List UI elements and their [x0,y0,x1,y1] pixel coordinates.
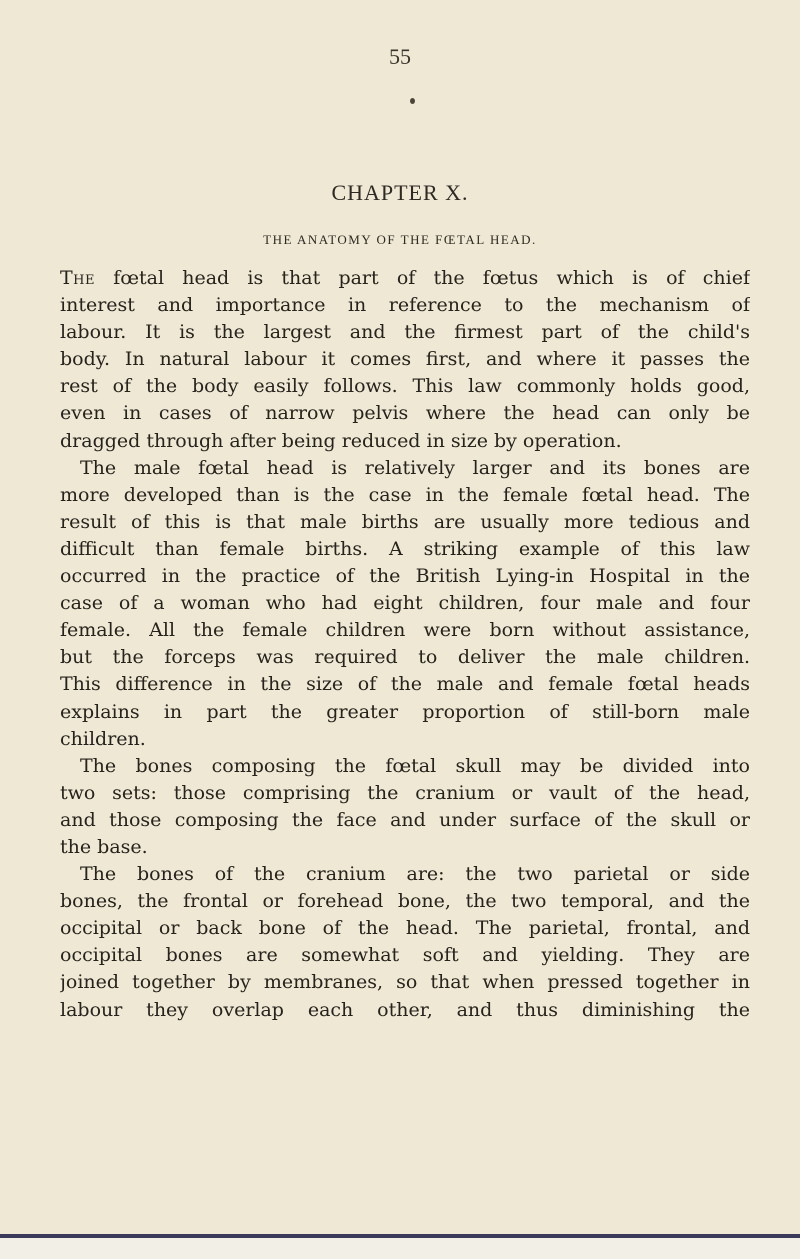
text-line: occipital or back bone of the head. The parietal, frontal, and [60,917,750,940]
chapter-subtitle: THE ANATOMY OF THE FŒTAL HEAD. [263,232,537,247]
ink-speck [410,98,415,104]
text-line: but the forceps was required to deliver the male children. [60,646,750,669]
first-word: The [60,267,95,289]
text-line [60,265,750,292]
text-line: occurred in the practice of the British Lying-in Hospital in the [60,565,750,588]
text-line: The bones of the cranium are: the two parietal or side [80,863,750,886]
chapter-title: CHAPTER X. [331,180,469,205]
text-line: labour they overlap each other, and thus diminishing the [60,998,750,1021]
text-line: bones, the frontal or forehead bone, the two temporal, and the [60,890,750,913]
text-line: more developed than is the case in the female fœtal head. The [60,483,750,506]
text-line: two sets: those comprising the cranium or vault of the head, [60,781,750,804]
body-text [60,265,750,1024]
text-line: even in cases of narrow pelvis where the head can only be [60,402,750,425]
text-line: difficult than female births. A striking example of this law [60,537,750,560]
text-line: result of this is that male births are usually more tedious and [60,510,750,533]
text-line: labour. It is the largest and the firmest part of the child's [60,321,750,344]
text-line-content: fœtal head is that part of the fœtus which is of chief [95,267,750,289]
text-line: The bones composing the fœtal skull may be divided into [80,754,750,777]
text-line: and those composing the face and under surface of the skull or [60,808,750,831]
text-line: explains in part the greater proportion of still-born male [60,700,750,723]
text-line: case of a woman who had eight children, four male and four [60,592,750,615]
text-line: female. All the female children were born without assistance, [60,619,750,642]
text-line: This difference in the size of the male and female fœtal heads [60,673,750,696]
text-line: The male fœtal head is relatively larger and its bones are [80,456,750,479]
text-line: interest and importance in reference to the mechanism of [60,294,750,317]
text-line: occipital bones are somewhat soft and yielding. They are [60,944,750,967]
text-line: rest of the body easily follows. This law commonly holds good, [60,375,750,398]
page-number: 55 [389,44,411,69]
text-line: dragged through after being reduced in size by operation. [60,429,622,452]
text-line: the base. [60,835,148,858]
text-line: children. [60,727,146,750]
text-line: body. In natural labour it comes first, and where it passes the [60,348,750,371]
bottom-strip [0,1238,800,1259]
text-line: joined together by membranes, so that when pressed together in [60,971,750,994]
